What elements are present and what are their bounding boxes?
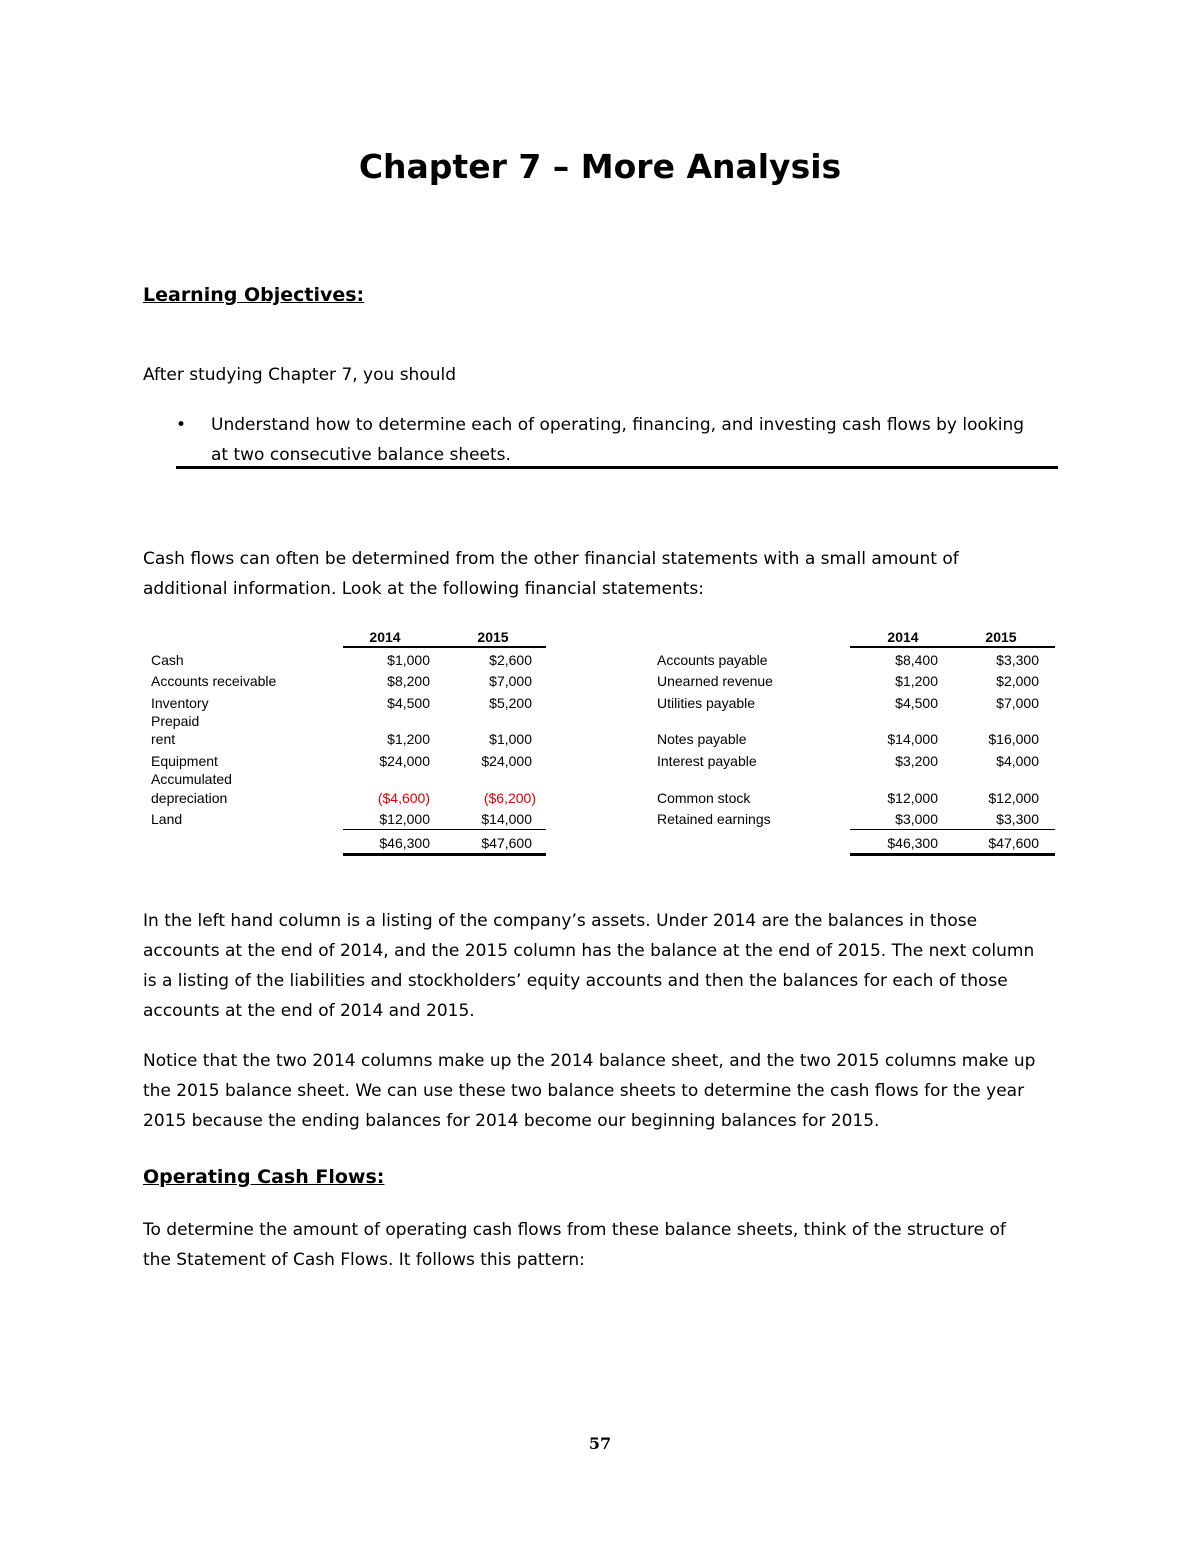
paragraph-4 — [143, 1215, 1063, 1275]
asset-label: Inventory — [151, 695, 209, 711]
assets-header-rule — [343, 646, 546, 648]
liability-value-2014: $3,200 — [895, 753, 938, 769]
liability-label: Notes payable — [657, 731, 747, 747]
liability-label: Interest payable — [657, 753, 757, 769]
page-number: 57 — [588, 1434, 612, 1453]
learning-objectives-heading: Learning Objectives: — [143, 284, 365, 306]
asset-label: Cash — [151, 652, 184, 668]
asset-value-2015: $7,000 — [489, 673, 532, 689]
asset-value-2015: $24,000 — [481, 753, 532, 769]
liability-label: Accounts payable — [657, 652, 768, 668]
page-title: Chapter 7 – More Analysis — [358, 147, 842, 186]
asset-label: rent — [151, 731, 176, 747]
liability-value-2015: $2,000 — [996, 673, 1039, 689]
liability-label: Utilities payable — [657, 695, 756, 711]
bullet-icon: • — [176, 415, 187, 435]
asset-label: Prepaid — [151, 713, 200, 729]
asset-value-2014: $8,200 — [387, 673, 430, 689]
liability-value-2015: $12,000 — [988, 790, 1039, 806]
paragraph-4-line: To determine the amount of operating cash flows from these balance sheets, think of the structure of — [143, 1220, 1006, 1240]
liability-value-2014: $14,000 — [887, 731, 938, 747]
liability-value-2014: $1,200 — [895, 673, 938, 689]
liability-label: Common stock — [657, 790, 751, 806]
asset-label: Equipment — [151, 753, 218, 769]
paragraph-2-line: is a listing of the liabilities and stockholders’ equity accounts and then the balances for each of those — [143, 971, 1008, 991]
paragraph-2 — [143, 906, 1063, 1026]
asset-value-2014: $24,000 — [379, 753, 430, 769]
asset-value-2015: $14,000 — [481, 811, 532, 827]
asset-value-2014: $12,000 — [379, 811, 430, 827]
paragraph-1-line-2: additional information. Look at the following financial statements: — [143, 579, 704, 599]
liability-value-2014: $8,400 — [895, 652, 938, 668]
asset-label: depreciation — [151, 790, 228, 806]
operating-cash-flows-heading: Operating Cash Flows: — [143, 1166, 385, 1188]
liability-value-2014: $4,500 — [895, 695, 938, 711]
liability-value-2015: $3,300 — [996, 811, 1039, 827]
liab-total-rule — [850, 853, 1055, 856]
liability-value-2014: $12,000 — [887, 790, 938, 806]
asset-value-2015: $5,200 — [489, 695, 532, 711]
liab-total-2014: $46,300 — [887, 835, 938, 851]
paragraph-1 — [143, 544, 1063, 604]
liab-header-2014: 2014 — [887, 629, 919, 645]
paragraph-1-line-1: Cash flows can often be determined from the other financial statements with a small amount of — [143, 549, 959, 569]
paragraph-3-line: the 2015 balance sheet. We can use these two balance sheets to determine the cash flows for the year — [143, 1081, 1025, 1101]
paragraph-4-line: the Statement of Cash Flows. It follows this pattern: — [143, 1250, 585, 1270]
paragraph-2-line: In the left hand column is a listing of the company’s assets. Under 2014 are the balances in those — [143, 911, 978, 931]
liability-label: Retained earnings — [657, 811, 771, 827]
liability-value-2015: $16,000 — [988, 731, 1039, 747]
asset-value-2015: $2,600 — [489, 652, 532, 668]
objectives-divider — [176, 466, 1058, 469]
liab-total-2015: $47,600 — [988, 835, 1039, 851]
liab-header-rule — [850, 646, 1055, 648]
assets-total-2014: $46,300 — [379, 835, 430, 851]
asset-value-2014: $4,500 — [387, 695, 430, 711]
paragraph-2-line: accounts at the end of 2014, and the 2015 column has the balance at the end of 2015. The next column — [143, 941, 1035, 961]
assets-subtotal-rule — [343, 829, 546, 830]
asset-value-2014: $1,200 — [387, 731, 430, 747]
liab-subtotal-rule — [850, 829, 1055, 830]
assets-header-2014: 2014 — [369, 629, 401, 645]
asset-value-2014: ($4,600) — [377, 790, 430, 806]
assets-total-rule — [343, 853, 546, 856]
liab-header-2015: 2015 — [985, 629, 1017, 645]
paragraph-3 — [143, 1046, 1063, 1136]
paragraph-3-line: Notice that the two 2014 columns make up the 2014 balance sheet, and the two 2015 columns make up — [143, 1051, 1036, 1071]
objective-1 — [211, 410, 1061, 470]
objective-1-line-2: at two consecutive balance sheets. — [211, 445, 511, 465]
intro-text: After studying Chapter 7, you should — [143, 365, 457, 385]
objective-1-line-1: Understand how to determine each of operating, financing, and investing cash flows by looking — [211, 415, 1025, 435]
asset-value-2015: ($6,200) — [483, 790, 536, 806]
liability-label: Unearned revenue — [657, 673, 773, 689]
assets-total-2015: $47,600 — [481, 835, 532, 851]
liability-value-2015: $3,300 — [996, 652, 1039, 668]
asset-value-2015: $1,000 — [489, 731, 532, 747]
paragraph-3-line: 2015 because the ending balances for 2014 become our beginning balances for 2015. — [143, 1111, 880, 1131]
liability-value-2014: $3,000 — [895, 811, 938, 827]
asset-label: Accumulated — [151, 771, 232, 787]
assets-header-2015: 2015 — [477, 629, 509, 645]
asset-label: Land — [151, 811, 183, 827]
asset-value-2014: $1,000 — [387, 652, 430, 668]
asset-label: Accounts receivable — [151, 673, 277, 689]
liability-value-2015: $4,000 — [996, 753, 1039, 769]
liability-value-2015: $7,000 — [996, 695, 1039, 711]
paragraph-2-line: accounts at the end of 2014 and 2015. — [143, 1001, 475, 1021]
